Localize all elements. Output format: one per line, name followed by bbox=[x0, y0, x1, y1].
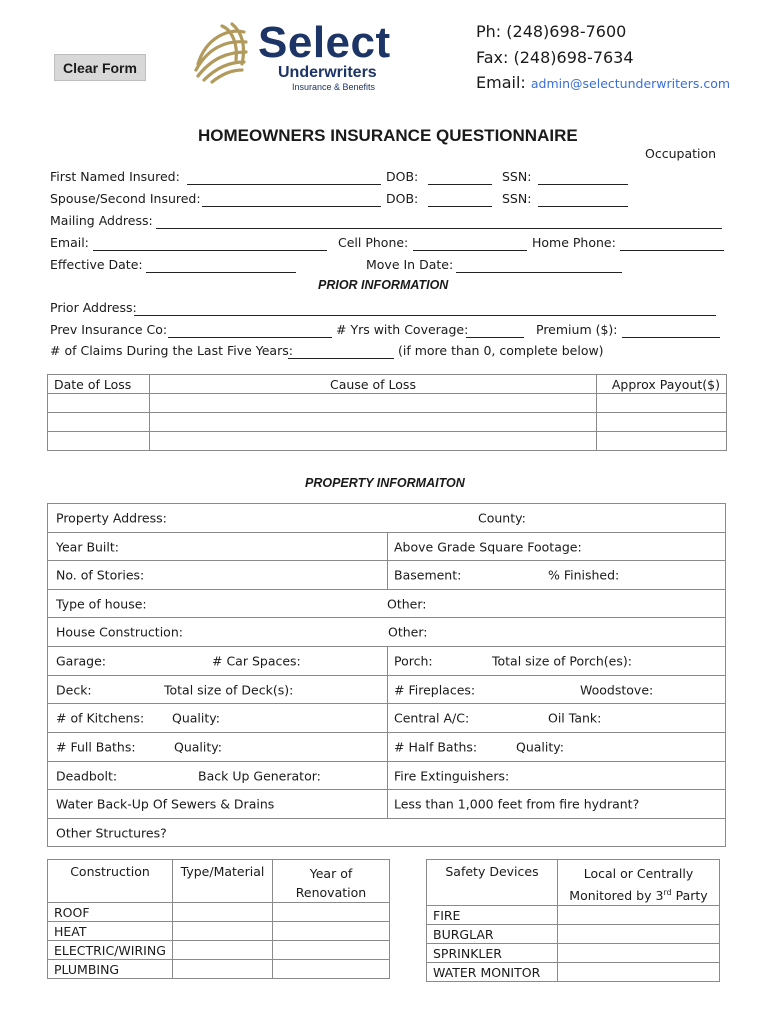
full-bath-quality-label: Quality: bbox=[174, 739, 222, 755]
page-title: HOMEOWNERS INSURANCE QUESTIONNAIRE bbox=[198, 126, 578, 145]
porch-size-label: Total size of Porch(es): bbox=[492, 653, 632, 669]
table-row bbox=[427, 963, 720, 982]
stories-label: No. of Stories: bbox=[56, 567, 145, 583]
loss-history-table bbox=[47, 374, 727, 451]
table-row bbox=[48, 960, 390, 979]
effective-date-label: Effective Date: bbox=[50, 257, 143, 272]
ssn-label-2: SSN: bbox=[502, 191, 532, 206]
fireplaces-label: # Fireplaces: bbox=[394, 682, 476, 697]
table-row bbox=[48, 903, 390, 922]
first-insured-label: First Named Insured: bbox=[50, 169, 180, 184]
yrs-coverage-label: # Yrs with Coverage: bbox=[336, 322, 469, 337]
other-label-1: Other: bbox=[387, 596, 427, 611]
full-baths-label: # Full Baths: bbox=[56, 739, 136, 755]
renovation-year-cell[interactable] bbox=[273, 941, 390, 960]
move-in-date-field[interactable] bbox=[456, 272, 622, 273]
monitoring-cell[interactable] bbox=[558, 906, 720, 925]
prev-insurance-field[interactable] bbox=[168, 337, 332, 338]
property-row bbox=[48, 819, 725, 847]
loss-cause-cell[interactable] bbox=[150, 413, 597, 432]
dob-label-1: DOB: bbox=[386, 169, 419, 184]
prior-address-label: Prior Address: bbox=[50, 300, 137, 315]
email-field-label: Email: bbox=[50, 235, 89, 250]
dob-label-2: DOB: bbox=[386, 191, 419, 206]
woodstove-label: Woodstove: bbox=[580, 682, 654, 697]
prev-insurance-label: Prev Insurance Co: bbox=[50, 322, 168, 337]
first-insured-field[interactable] bbox=[187, 184, 381, 185]
claims-note: (if more than 0, complete below) bbox=[398, 343, 604, 358]
construction-item: PLUMBING bbox=[48, 960, 173, 979]
sqft-label: Above Grade Square Footage: bbox=[394, 539, 582, 554]
safety-devices-header: Safety Devices bbox=[427, 860, 558, 906]
yrs-coverage-field[interactable] bbox=[466, 337, 524, 338]
property-row bbox=[48, 533, 725, 561]
generator-label: Back Up Generator: bbox=[198, 768, 321, 783]
year-built-label: Year Built: bbox=[56, 539, 119, 554]
property-address-label: Property Address: bbox=[56, 510, 167, 526]
half-bath-quality-label: Quality: bbox=[516, 739, 564, 755]
type-material-cell[interactable] bbox=[173, 903, 273, 922]
logo-subtitle: Underwriters bbox=[278, 64, 377, 81]
spouse-insured-field[interactable] bbox=[202, 206, 381, 207]
property-row bbox=[48, 733, 725, 762]
renovation-year-cell[interactable] bbox=[273, 960, 390, 979]
sewer-backup-label: Water Back-Up Of Sewers & Drains bbox=[56, 796, 275, 812]
loss-payout-cell[interactable] bbox=[597, 394, 727, 413]
renovation-year-cell[interactable] bbox=[273, 903, 390, 922]
pct-finished-label: % Finished: bbox=[548, 567, 620, 583]
loss-header-date: Date of Loss bbox=[48, 375, 150, 394]
construction-table bbox=[47, 859, 390, 979]
spouse-insured-label: Spouse/Second Insured: bbox=[50, 191, 201, 206]
occupation-label: Occupation bbox=[645, 146, 717, 161]
prior-address-field[interactable] bbox=[134, 315, 716, 316]
table-row bbox=[427, 906, 720, 925]
mailing-address-field[interactable] bbox=[156, 228, 722, 229]
claims-field[interactable] bbox=[288, 358, 394, 359]
company-logo bbox=[192, 18, 422, 94]
extinguishers-label: Fire Extinguishers: bbox=[394, 768, 510, 783]
type-material-cell[interactable] bbox=[173, 960, 273, 979]
monitoring-cell[interactable] bbox=[558, 944, 720, 963]
ssn-field-2[interactable] bbox=[538, 206, 628, 207]
premium-label: Premium ($): bbox=[536, 322, 618, 337]
safety-device-item: WATER MONITOR bbox=[427, 963, 558, 982]
half-baths-label: # Half Baths: bbox=[394, 739, 478, 755]
construction-item: ROOF bbox=[48, 903, 173, 922]
hydrant-label: Less than 1,000 feet from fire hydrant? bbox=[394, 796, 640, 812]
construction-label: House Construction: bbox=[56, 624, 183, 640]
loss-cause-cell[interactable] bbox=[150, 432, 597, 451]
kitchens-label: # of Kitchens: bbox=[56, 710, 145, 726]
loss-date-cell[interactable] bbox=[48, 432, 150, 451]
property-row bbox=[48, 618, 725, 647]
contact-fax: Fax: (248)698-7634 bbox=[476, 48, 634, 67]
basement-label: Basement: bbox=[394, 567, 462, 583]
home-phone-field[interactable] bbox=[620, 250, 724, 251]
safety-device-item: FIRE bbox=[427, 906, 558, 925]
dob-field-2[interactable] bbox=[428, 206, 492, 207]
effective-date-field[interactable] bbox=[146, 272, 296, 273]
claims-label: # of Claims During the Last Five Years: bbox=[50, 343, 293, 358]
loss-header-cause: Cause of Loss bbox=[150, 375, 597, 394]
contact-phone: Ph: (248)698-7600 bbox=[476, 22, 627, 41]
monitoring-cell[interactable] bbox=[558, 963, 720, 982]
loss-date-cell[interactable] bbox=[48, 413, 150, 432]
property-info-heading: PROPERTY INFORMAITON bbox=[305, 476, 465, 490]
safety-devices-table bbox=[426, 859, 720, 982]
table-row bbox=[48, 922, 390, 941]
loss-date-cell[interactable] bbox=[48, 394, 150, 413]
deadbolt-label: Deadbolt: bbox=[56, 768, 118, 783]
other-label-2: Other: bbox=[388, 624, 428, 640]
logo-swirl-icon bbox=[192, 20, 250, 84]
prior-info-heading: PRIOR INFORMATION bbox=[318, 278, 449, 292]
safety-device-item: SPRINKLER bbox=[427, 944, 558, 963]
type-material-cell[interactable] bbox=[173, 941, 273, 960]
renovation-year-cell[interactable] bbox=[273, 922, 390, 941]
oil-tank-label: Oil Tank: bbox=[548, 710, 602, 726]
property-row bbox=[48, 676, 725, 704]
type-house-label: Type of house: bbox=[56, 596, 147, 611]
logo-wordmark: Select bbox=[258, 18, 391, 67]
property-row bbox=[48, 504, 725, 533]
loss-payout-cell[interactable] bbox=[597, 432, 727, 451]
garage-label: Garage: bbox=[56, 653, 106, 669]
property-row bbox=[48, 704, 725, 733]
type-material-cell[interactable] bbox=[173, 922, 273, 941]
table-row bbox=[48, 413, 727, 432]
table-row bbox=[48, 432, 727, 451]
monitoring-header: Local or Centrally Monitored by 3rd Party bbox=[558, 860, 720, 906]
central-ac-label: Central A/C: bbox=[394, 710, 470, 726]
kitchen-quality-label: Quality: bbox=[172, 710, 220, 726]
loss-header-payout: Approx Payout($) bbox=[597, 375, 727, 394]
property-row bbox=[48, 590, 725, 618]
ssn-field-1[interactable] bbox=[538, 184, 628, 185]
county-label: County: bbox=[478, 510, 526, 526]
cell-phone-label: Cell Phone: bbox=[338, 235, 409, 250]
monitoring-cell[interactable] bbox=[558, 925, 720, 944]
property-info-box bbox=[47, 503, 726, 847]
property-row bbox=[48, 762, 725, 790]
property-row bbox=[48, 790, 725, 819]
safety-device-item: BURGLAR bbox=[427, 925, 558, 944]
mailing-address-label: Mailing Address: bbox=[50, 213, 153, 228]
move-in-date-label: Move In Date: bbox=[366, 257, 454, 272]
table-row bbox=[427, 925, 720, 944]
construction-header: Construction bbox=[48, 860, 173, 903]
email-field[interactable] bbox=[93, 250, 327, 251]
table-row bbox=[427, 944, 720, 963]
table-row bbox=[48, 941, 390, 960]
clear-form-button[interactable]: Clear Form bbox=[54, 54, 146, 81]
premium-field[interactable] bbox=[622, 337, 720, 338]
deck-label: Deck: bbox=[56, 682, 92, 697]
email-link[interactable]: admin@selectunderwriters.com bbox=[530, 76, 731, 91]
deck-size-label: Total size of Deck(s): bbox=[164, 682, 294, 697]
ssn-label-1: SSN: bbox=[502, 169, 532, 184]
table-row bbox=[48, 394, 727, 413]
construction-item: HEAT bbox=[48, 922, 173, 941]
contact-email bbox=[476, 73, 730, 92]
home-phone-label: Home Phone: bbox=[532, 235, 616, 250]
porch-label: Porch: bbox=[394, 653, 433, 669]
loss-cause-cell[interactable] bbox=[150, 394, 597, 413]
property-row bbox=[48, 561, 725, 590]
logo-tagline: Insurance & Benefits bbox=[292, 82, 376, 92]
construction-item: ELECTRIC/WIRING bbox=[48, 941, 173, 960]
property-row bbox=[48, 647, 725, 676]
dob-field-1[interactable] bbox=[428, 184, 492, 185]
type-material-header: Type/Material bbox=[173, 860, 273, 903]
cell-phone-field[interactable] bbox=[413, 250, 527, 251]
loss-payout-cell[interactable] bbox=[597, 413, 727, 432]
year-renovation-header: Year of Renovation bbox=[273, 860, 390, 903]
car-spaces-label: # Car Spaces: bbox=[212, 653, 301, 669]
other-structures-label: Other Structures? bbox=[56, 825, 167, 841]
email-label: Email: bbox=[476, 73, 526, 92]
